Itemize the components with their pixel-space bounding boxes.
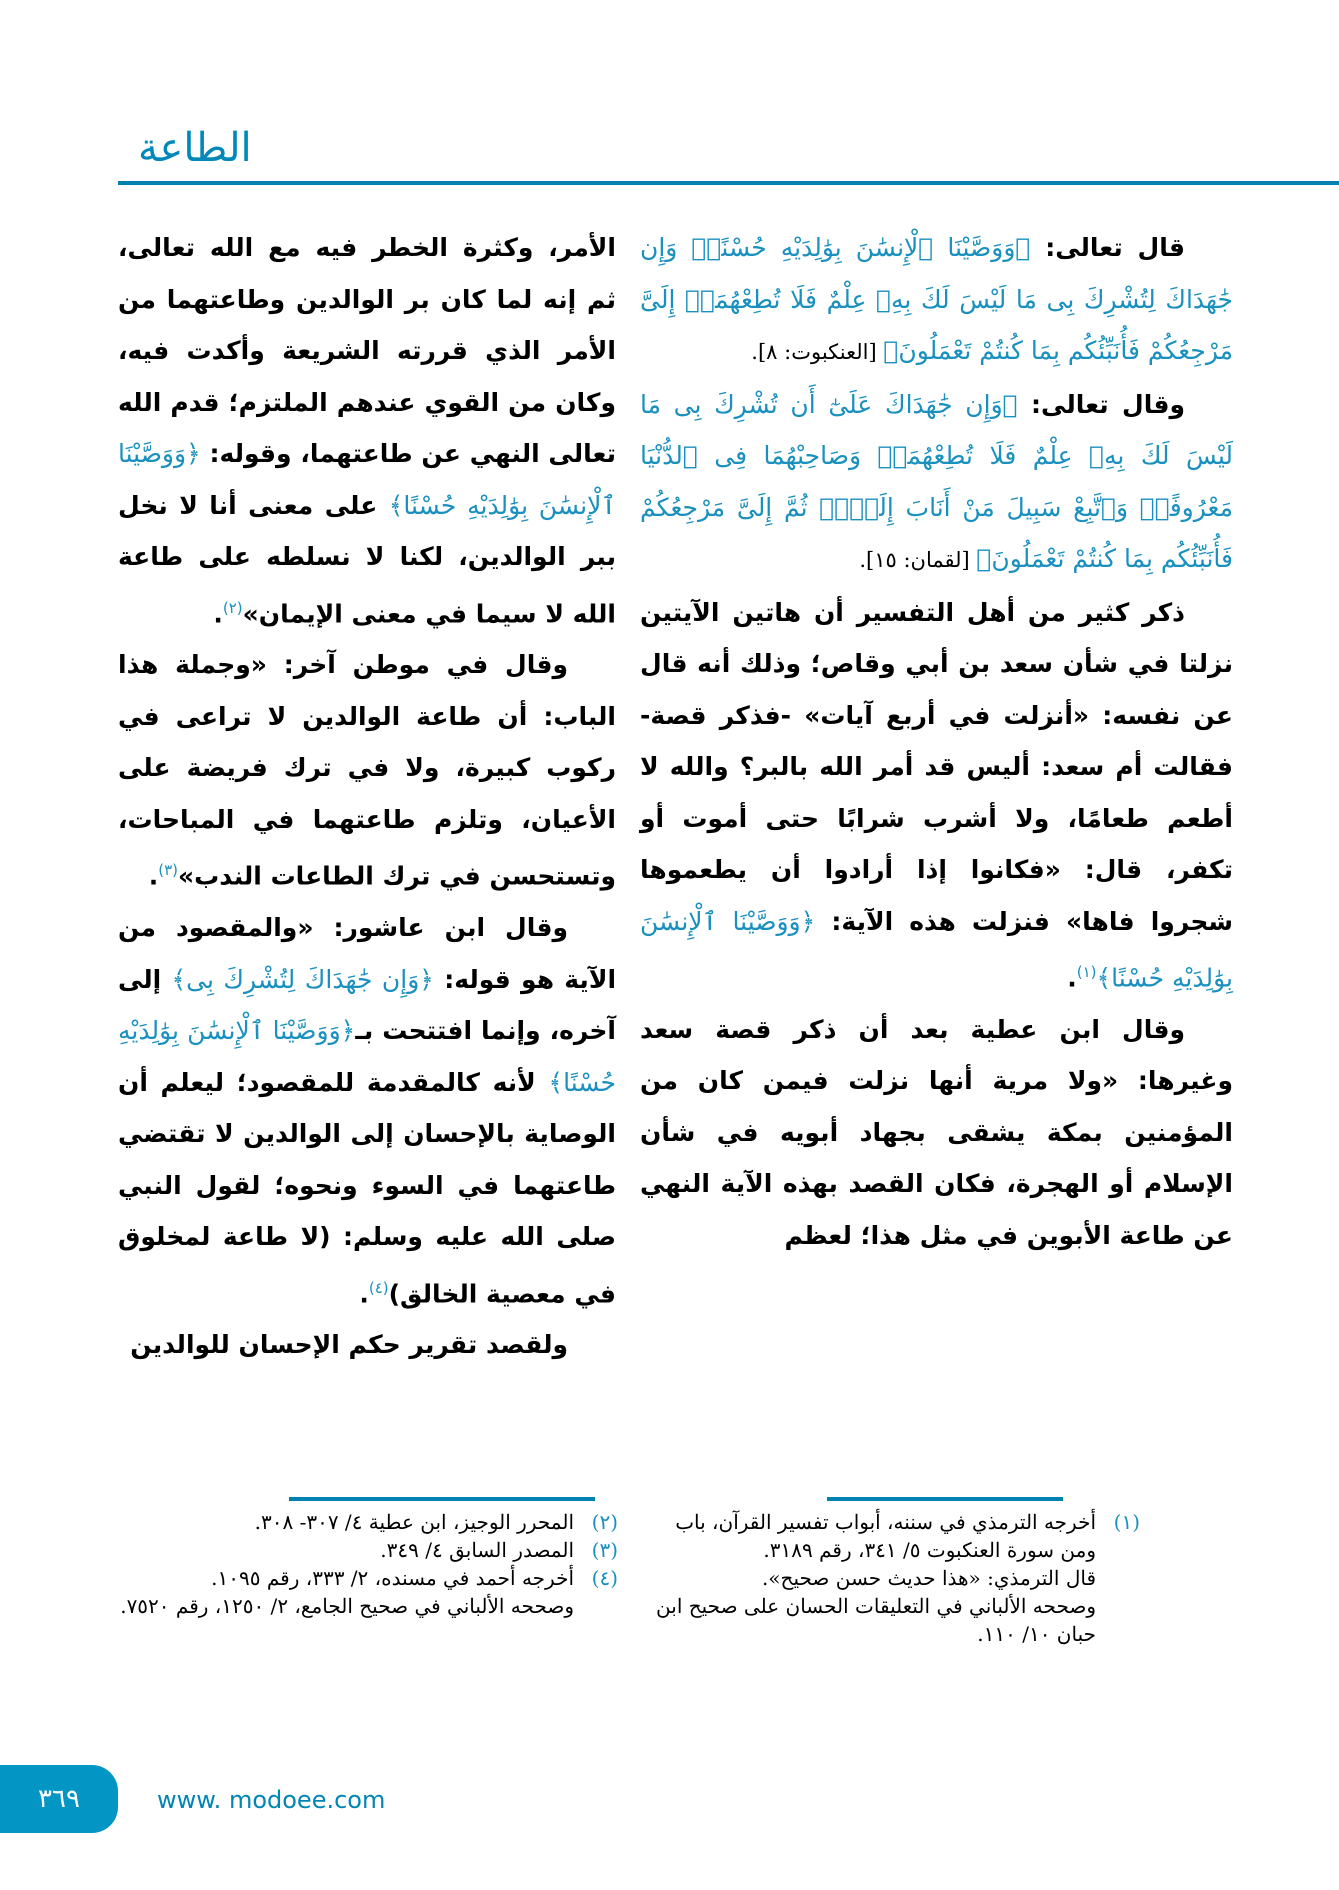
quran-verse: ﴿وَإِن جَٰهَدَاكَ عَلَىٰٓ أَن تُشْرِكَ بِى مَا لَيْسَ لَكَ بِهِۦ عِلْمٌ فَلَا تُطِعْهُمَاۖ وَصَاحِبْهُمَا فِى ٱلدُّنْيَا مَعْرُوفًاۖ وَٱتَّبِعْ سَبِيلَ مَنْ أَنَابَ إِلَىَّۚ ثُمَّ إِلَىَّ مَرْجِعُكُمْ فَأُنَبِّئُكُم بِمَا كُنتُمْ تَعْمَلُونَ﴾ [640,389,1233,573]
text: ولقصد تقرير حكم الإحسان للوالدين [130,1330,568,1360]
footnote [118,1508,618,1536]
quran-verse: ﴿وَوَصَّيْنَا ٱلْإِنسَٰنَ بِوَٰلِدَيْهِ حُسْنًا﴾ [118,1016,616,1097]
text: . [359,1278,369,1308]
paragraph [118,1319,616,1371]
verse-reference: [لقمان: ١٥]. [859,548,977,572]
text: إلى آخره، وإنما افتتحت بـ [118,964,616,1046]
text: . [148,861,159,891]
footnote-number: (١) [1113,1510,1140,1534]
header-divider [118,181,1339,185]
paragraph [118,222,616,639]
footnote [118,1536,618,1564]
footnote-line: وصححه الألباني في التعليقات الحسان على صحيح ابن حبان ١٠/ ١١٠. [656,1594,1096,1646]
footnote-marker[interactable]: (٣) [158,861,178,880]
footnote-number: (٤) [591,1566,618,1590]
footnote-marker[interactable]: (٢) [222,598,243,617]
text: الأمر، وكثرة الخطر فيه مع الله تعالى، ثم إنه لما كان بر الوالدين وطاعتهما من الأمر الذي قررته الشريعة وأكدت فيه، وكان من القوي عندهم الملتزم؛ قدم الله تعالى النهي عن طاعتهما، وقوله: [118,233,616,468]
text: على معنى أنا لا نخل ببر الوالدين، لكنا لا نسلطه على طاعة الله لا سيما في معنى الإيمان» [118,490,616,628]
paragraph [118,902,616,1319]
left-column [118,222,616,1371]
paragraph [640,222,1233,379]
text: . [213,598,223,628]
footnote [640,1508,1140,1648]
right-column [640,222,1233,1261]
footnote-line: أخرجه الترمذي في سننه، أبواب تفسير القرآن، باب ومن سورة العنكبوت ٥/ ٣٤١، رقم ٣١٨٩. [675,1510,1096,1562]
text: وقال تعالى: [1017,389,1185,419]
footnote-line: المصدر السابق ٤/ ٣٤٩. [380,1538,574,1562]
paragraph [640,379,1233,587]
footnote-line: قال الترمذي: «هذا حديث حسن صحيح». [761,1566,1096,1590]
footnote-marker[interactable]: (١) [1076,963,1097,981]
text: ذكر كثير من أهل التفسير أن هاتين الآيتين نزلتا في شأن سعد بن أبي وقاص؛ وذلك أنه قال عن نفسه: «أنزلت في أربع آيات» -فذكر قصة- فقالت أم سعد: أليس قد أمر الله بالبر؟ والله لا أطعم طعامًا، ولا أشرب شرابًا حتى أموت أو تكفر، قال: «فكانوا إذا أرادوا أن يطعموها شجروا فاها» فنزلت هذه الآية: [640,597,1234,936]
footnote-line: وصححه الألباني في صحيح الجامع، ٢/ ١٢٥٠، رقم ٧٥٢٠. [120,1594,574,1618]
verse-reference: [العنكبوت: ٨]. [751,340,884,364]
text: قال تعالى: [1030,233,1186,262]
paragraph [640,1004,1233,1262]
quran-verse: ﴿وَوَصَّيْنَا ٱلْإِنسَٰنَ بِوَٰلِدَيْهِ حُسْنًا﴾ [118,439,616,520]
footnote-divider [827,1497,1063,1501]
footnote [118,1564,618,1620]
footnotes-right [640,1508,1140,1648]
footnote-number: (٢) [591,1510,618,1534]
text: وقال ابن عاشور: «والمقصود من الآية هو قوله: [118,913,617,994]
page-number-badge [0,1765,118,1833]
footnote-line: المحرر الوجيز، ابن عطية ٤/ ٣٠٧- ٣٠٨. [254,1510,574,1534]
text: وقال ابن عطية بعد أن ذكر قصة سعد وغيرها: «ولا مرية أنها نزلت فيمن كان من المؤمنين بمكة يشقى بجهاد أبويه في شأن الإسلام أو الهجرة، فكان القصد بهذه الآية النهي عن طاعة الأبوين في مثل هذا؛ لعظم [640,1014,1233,1250]
footnote-marker[interactable]: (٤) [368,1278,389,1297]
quran-verse: ﴿وَوَصَّيْنَا ٱلْإِنسَٰنَ بِوَٰلِدَيْهِ حُسْنًاۖ وَإِن جَٰهَدَاكَ لِتُشْرِكَ بِى مَا لَيْسَ لَكَ بِهِۦ عِلْمٌ فَلَا تُطِعْهُمَآۚ إِلَىَّ مَرْجِعُكُمْ فَأُنَبِّئُكُم بِمَا كُنتُمْ تَعْمَلُونَ﴾ [640,233,1233,365]
quran-verse: ﴿وَوَصَّيْنَا ٱلْإِنسَٰنَ بِوَٰلِدَيْهِ حُسْنًا﴾ [640,906,1233,993]
text: . [1067,963,1077,993]
paragraph [118,639,616,902]
website-link[interactable]: www. modoee.com [157,1786,386,1814]
footnote-number: (٣) [591,1538,618,1562]
footnotes-left [118,1508,618,1620]
page-number: ٣٦٩ [38,1784,80,1814]
quran-verse: ﴿وَإِن جَٰهَدَاكَ لِتُشْرِكَ بِى﴾ [171,964,434,994]
text: وقال في موطن آخر: «وجملة هذا الباب: أن طاعة الوالدين لا تراعى في ركوب كبيرة، ولا في ترك فريضة على الأعيان، وتلزم طاعتهما في المباحات، وتستحسن في ترك الطاعات الندب» [118,650,616,891]
chapter-title: الطاعة [138,125,252,171]
text: لأنه كالمقدمة للمقصود؛ ليعلم أن الوصاية بالإحسان إلى الوالدين لا تقتضي طاعتهما في السوء ونحوه؛ لقول النبي صلى الله عليه وسلم: (لا طاعة لمخلوق في معصية الخالق) [118,1067,616,1308]
footnote-line: أخرجه أحمد في مسنده، ٢/ ٣٣٣، رقم ١٠٩٥. [211,1566,574,1590]
footnote-divider [289,1497,595,1501]
paragraph [640,587,1233,1004]
